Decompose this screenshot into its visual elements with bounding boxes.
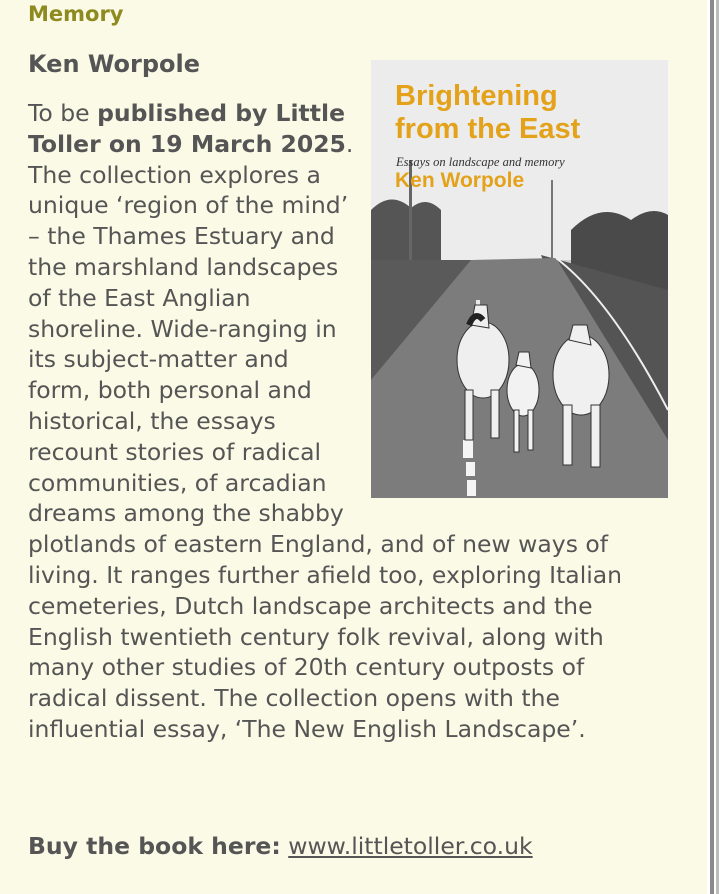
book-cover-image[interactable]: [371, 60, 668, 498]
window-edge-scrollbar: [707, 0, 719, 894]
cover-author: Ken Worpole: [395, 169, 525, 192]
publication-info: published by Little Toller on 19 March 2025: [28, 99, 346, 158]
article-body-text: . The collection explores a unique ‘region of the mind’ – the Thames Estuary and the marshland landscapes of the East Anglian shoreline. Wide-ranging in its subject-matter and form, both personal and historical, the essays recount stories of radical communities, of arcadian dreams among the shabby plotlands of eastern England, and of new ways of living. It ranges further afield too, exploring Italian cemeteries, Dutch landscape architects and the English twentieth century folk revival, along with many other studies of 20th century outposts of radical dissent. The collection opens with the influential essay, ‘The New English Landscape’.: [28, 129, 623, 743]
buy-link[interactable]: www.littletoller.co.uk: [288, 832, 533, 860]
section-label: Memory: [28, 2, 124, 26]
article-body: [28, 80, 668, 745]
buy-line: [28, 832, 533, 860]
cover-title: Brightening from the East: [395, 80, 581, 145]
intro-prefix: To be: [28, 99, 98, 127]
cover-subtitle: Essays on landscape and memory: [396, 155, 565, 169]
article-author: Ken Worpole: [28, 50, 201, 78]
buy-label: Buy the book here:: [28, 832, 281, 860]
